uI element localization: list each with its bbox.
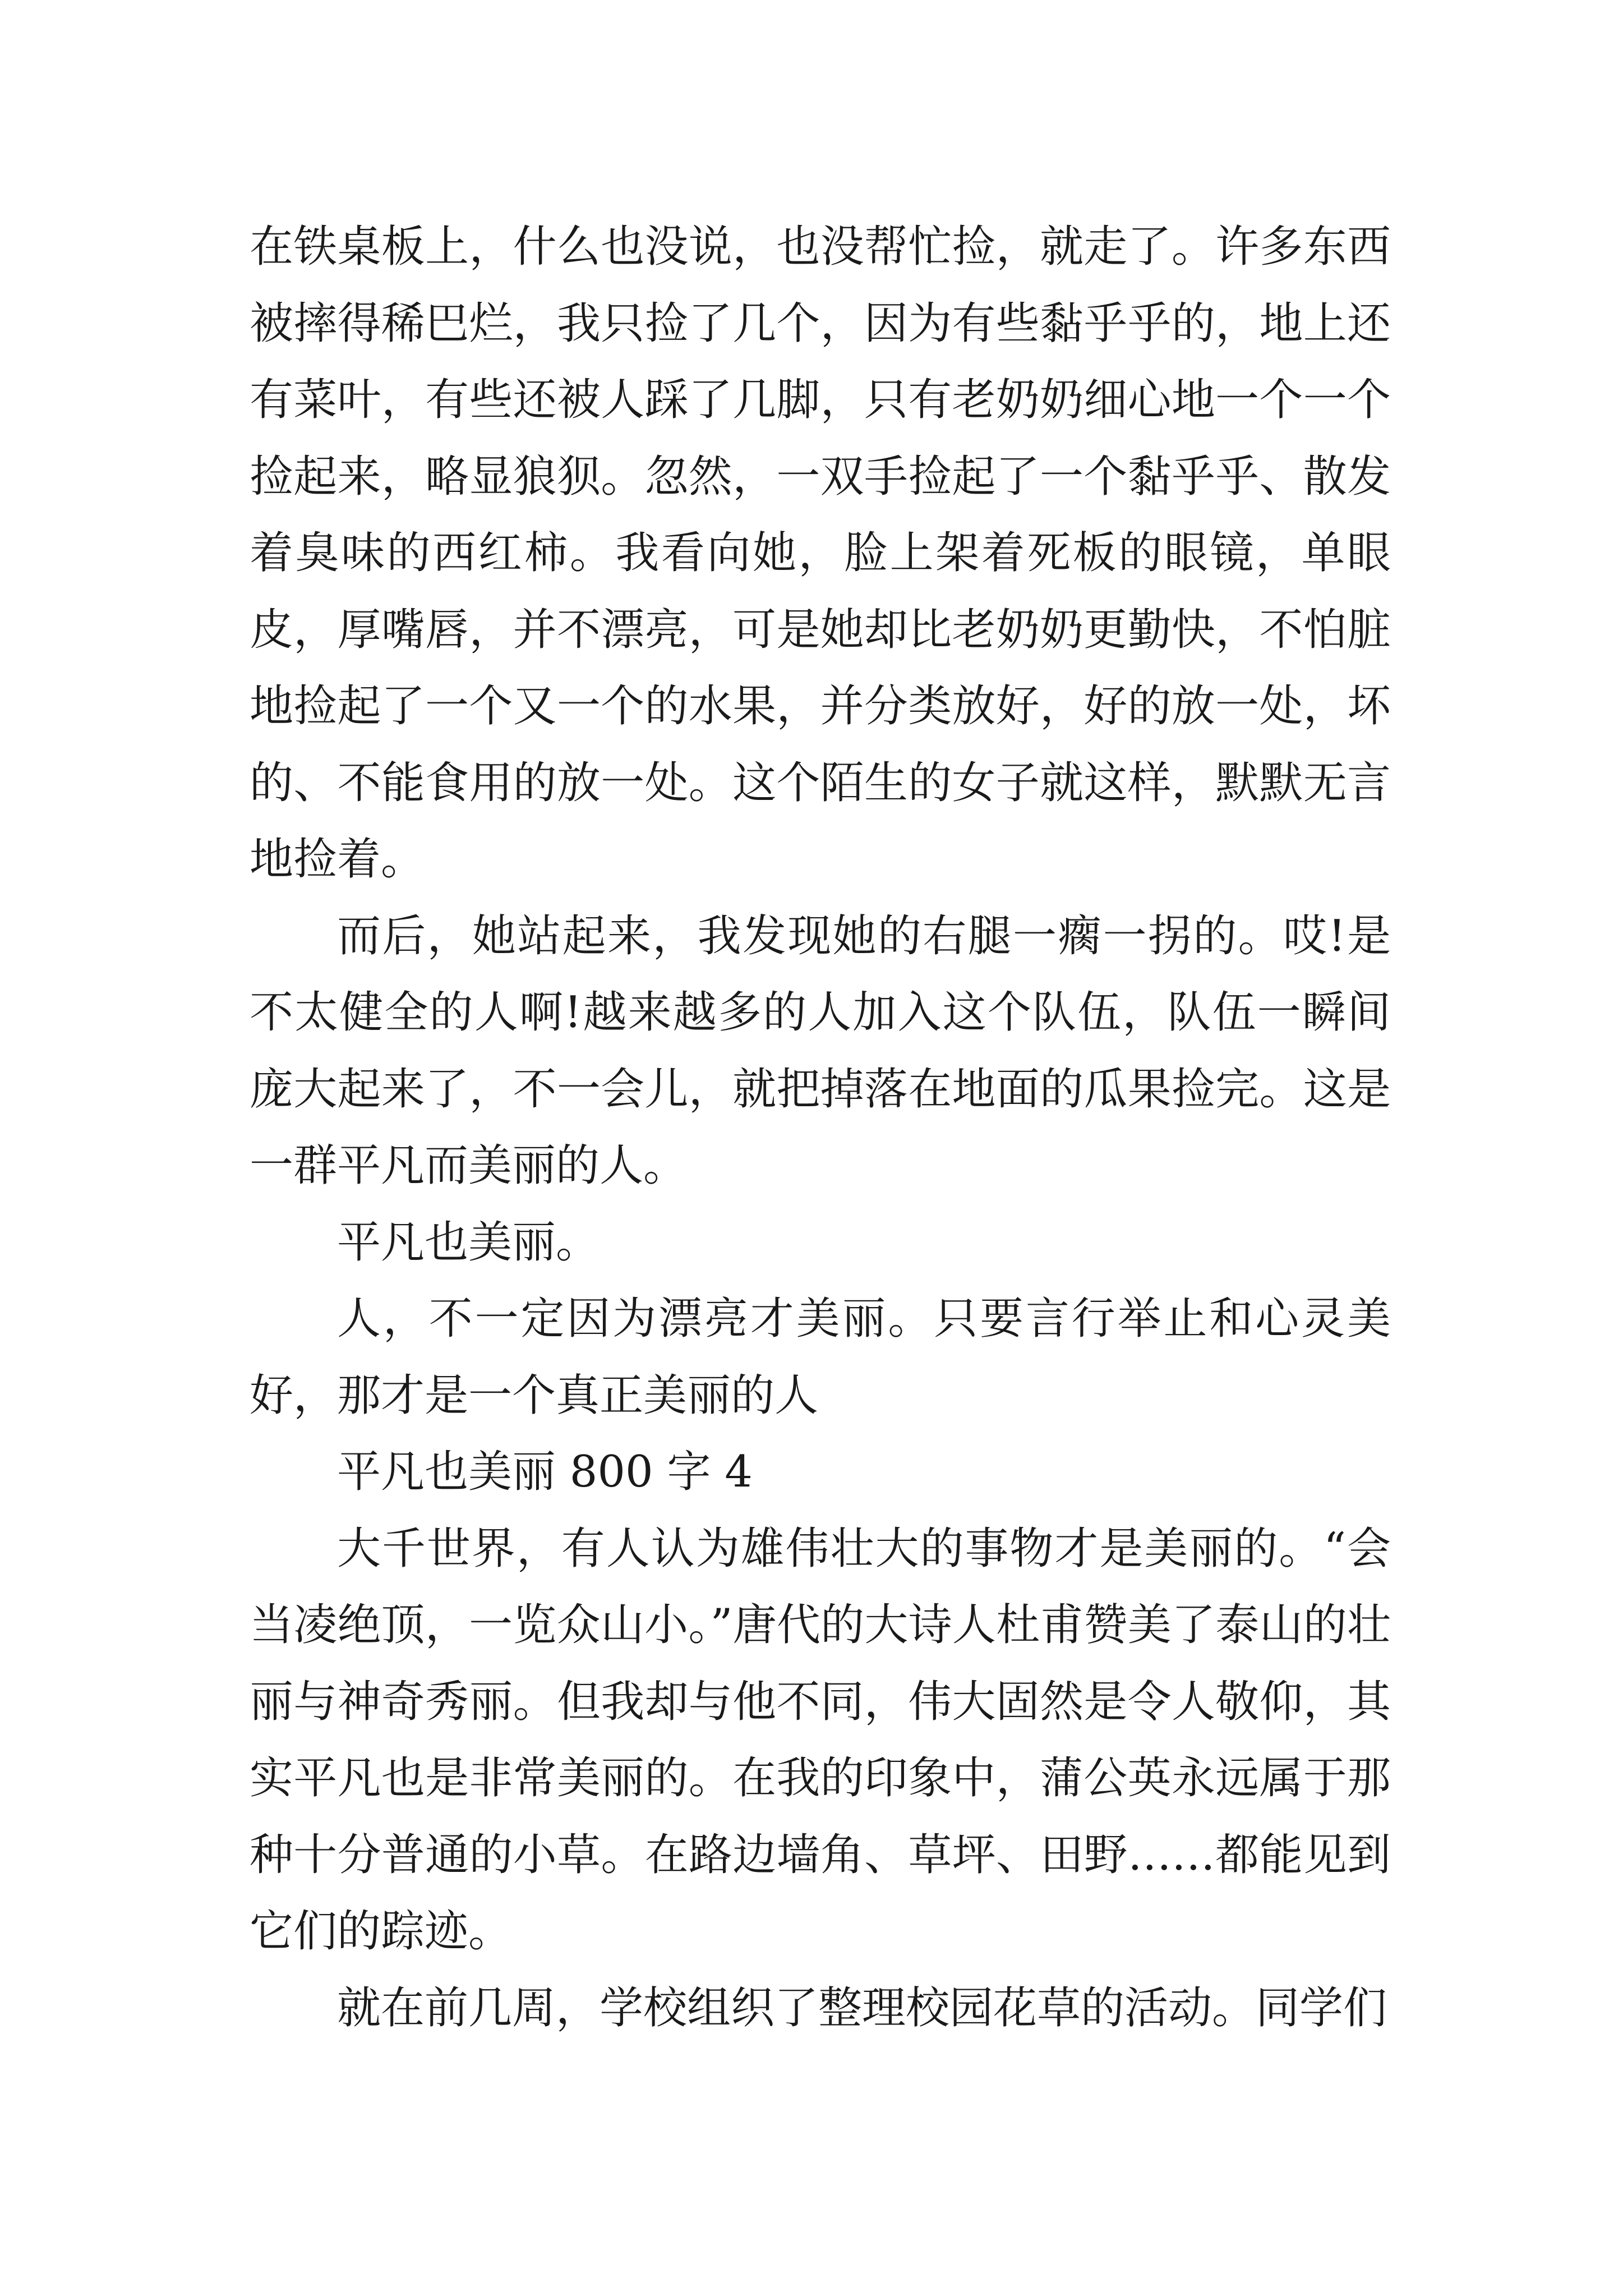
paragraph-6: 就在前几周，学校组织了整理校园花草的活动。同学们 xyxy=(337,1982,1387,2033)
document-body xyxy=(250,209,1391,2046)
paragraph-2: 而后，她站起来，我发现她的右腿一瘸一拐的。哎!是不太健全的人啊!越来越多的人加入这个队伍，队伍一瞬间庞大起来了，不一会儿，就把掉落在地面的瓜果捡完。这是一群平凡而美丽的人。 xyxy=(250,910,1391,1191)
paragraph-3: 平凡也美丽。 xyxy=(337,1217,600,1268)
paragraph-4: 人，不一定因为漂亮才美丽。只要言行举止和心灵美好，那才是一个真正美丽的人 xyxy=(250,1294,1391,1421)
paragraph-5: 大千世界，有人认为雄伟壮大的事物才是美丽的。“会当凌绝顶，一览众山小。”唐代的大诗人杜甫赞美了泰山的壮丽与神奇秀丽。但我却与他不同，伟大固然是令人敬仰，其实平凡也是非常美丽的。在我的印象中，蒲公英永远属于那种十分普通的小草。在路边墙角、草坪、田野……都能见到它们的踪迹。 xyxy=(250,1523,1391,1957)
paragraph-1: 在铁桌板上，什么也没说，也没帮忙捡，就走了。许多东西被摔得稀巴烂，我只捡了几个，因为有些黏乎乎的，地上还有菜叶，有些还被人踩了几脚，只有老奶奶细心地一个一个捡起来，略显狼狈。忽然，一双手捡起了一个黏乎乎、散发着臭味的西红柿。我看向她，脸上架着死板的眼镜，单眼皮，厚嘴唇，并不漂亮，可是她却比老奶奶更勤快，不怕脏地捡起了一个又一个的水果，并分类放好，好的放一处，坏的、不能食用的放一处。这个陌生的女子就这样，默默无言地捡着。 xyxy=(250,222,1391,885)
section-heading: 平凡也美丽 800 字 4 xyxy=(337,1447,753,1497)
